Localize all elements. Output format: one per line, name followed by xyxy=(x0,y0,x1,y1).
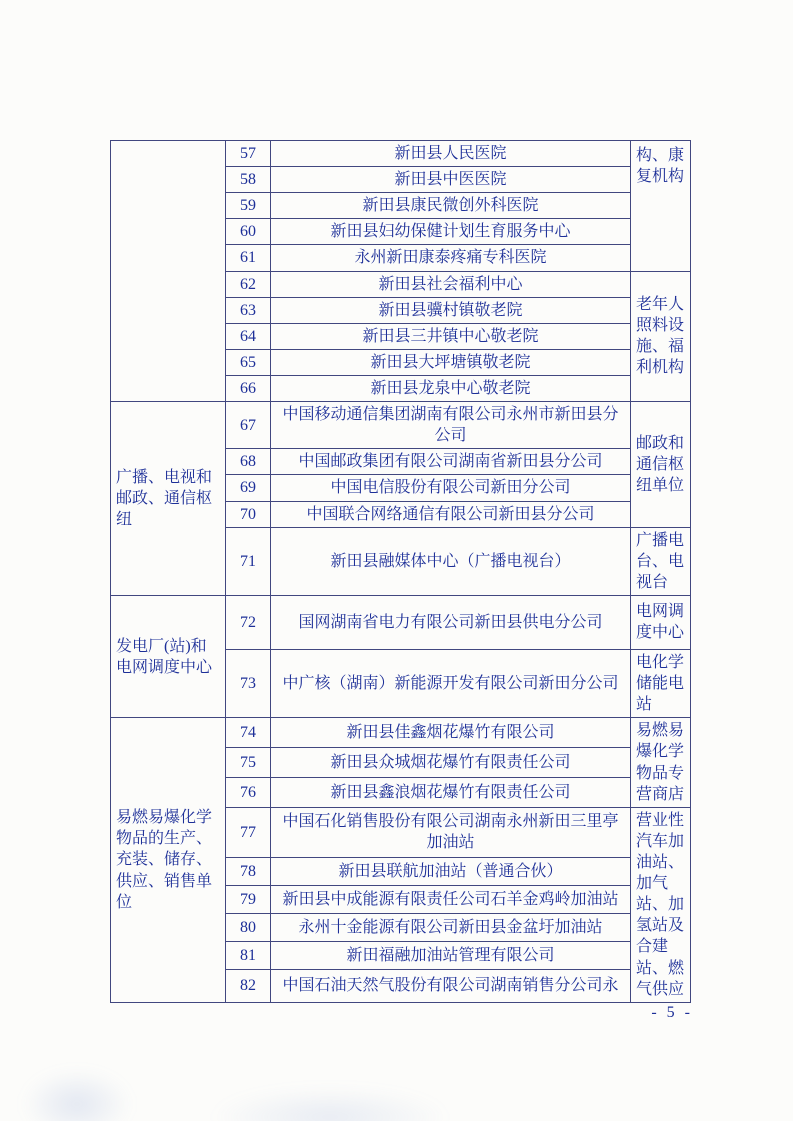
row-number-cell: 70 xyxy=(226,501,271,527)
table-row xyxy=(111,595,691,649)
org-name-cell: 新田县三井镇中心敬老院 xyxy=(271,323,631,349)
table-row xyxy=(111,141,691,167)
row-number-cell: 72 xyxy=(226,595,271,649)
org-name-cell: 新田县鑫浪烟花爆竹有限责任公司 xyxy=(271,777,631,807)
row-number-cell: 66 xyxy=(226,375,271,401)
page-number: - 5 - xyxy=(651,1004,693,1021)
row-number-cell: 64 xyxy=(226,323,271,349)
row-number-cell: 78 xyxy=(226,858,271,886)
org-name-cell: 新田县社会福利中心 xyxy=(271,271,631,297)
org-name-cell: 新田县融媒体中心（广播电视台） xyxy=(271,527,631,595)
row-number-cell: 67 xyxy=(226,402,271,449)
row-number-cell: 81 xyxy=(226,941,271,969)
org-name-cell: 新田福融加油站管理有限公司 xyxy=(271,941,631,969)
org-name-cell: 永州新田康泰疼痛专科医院 xyxy=(271,245,631,271)
org-name-cell: 国网湖南省电力有限公司新田县供电分公司 xyxy=(271,595,631,649)
row-number-cell: 63 xyxy=(226,297,271,323)
row-number-cell: 65 xyxy=(226,349,271,375)
row-number-cell: 59 xyxy=(226,193,271,219)
category-right-label: 邮政和通信枢纽单位 xyxy=(631,402,691,528)
row-number-cell: 80 xyxy=(226,913,271,941)
row-number-cell: 61 xyxy=(226,245,271,271)
org-name-cell: 新田县中成能源有限责任公司石羊金鸡岭加油站 xyxy=(271,885,631,913)
row-number-cell: 82 xyxy=(226,969,271,1002)
row-number-cell: 60 xyxy=(226,219,271,245)
org-name-cell: 新田县康民微创外科医院 xyxy=(271,193,631,219)
org-name-cell: 新田县众城烟花爆竹有限责任公司 xyxy=(271,748,631,778)
category-right-label: 老年人照料设施、福利机构 xyxy=(631,271,691,402)
org-name-cell: 新田县妇幼保健计划生育服务中心 xyxy=(271,219,631,245)
org-name-cell: 新田县大坪塘镇敬老院 xyxy=(271,349,631,375)
category-right-label: 构、康复机构 xyxy=(631,141,691,272)
org-name-cell: 新田县龙泉中心敬老院 xyxy=(271,375,631,401)
row-number-cell: 69 xyxy=(226,475,271,501)
row-number-cell: 71 xyxy=(226,527,271,595)
roster-table xyxy=(110,140,691,1003)
org-name-cell: 中国石油天然气股份有限公司湖南销售分公司永 xyxy=(271,969,631,1002)
row-number-cell: 68 xyxy=(226,449,271,475)
category-left-empty xyxy=(111,141,226,402)
org-name-cell: 新田县联航加油站（普通合伙） xyxy=(271,858,631,886)
org-name-cell: 中国联合网络通信有限公司新田县分公司 xyxy=(271,501,631,527)
category-right-label: 营业性汽车加油站、加气站、加氢站及合建站、燃气供应 xyxy=(631,807,691,1002)
row-number-cell: 75 xyxy=(226,748,271,778)
org-name-cell: 中国邮政集团有限公司湖南省新田县分公司 xyxy=(271,449,631,475)
org-name-cell: 新田县佳鑫烟花爆竹有限公司 xyxy=(271,718,631,748)
org-name-cell: 新田县中医医院 xyxy=(271,167,631,193)
table-row xyxy=(111,718,691,748)
org-name-cell: 新田县骥村镇敬老院 xyxy=(271,297,631,323)
category-left-label: 广播、电视和邮政、通信枢纽 xyxy=(111,402,226,596)
row-number-cell: 57 xyxy=(226,141,271,167)
org-name-cell: 永州十金能源有限公司新田县金盆圩加油站 xyxy=(271,913,631,941)
category-right-label: 电化学储能电站 xyxy=(631,649,691,717)
org-name-cell: 中广核（湖南）新能源开发有限公司新田分公司 xyxy=(271,649,631,717)
scan-smudge xyxy=(22,1069,132,1121)
row-number-cell: 73 xyxy=(226,649,271,717)
category-left-label: 易燃易爆化学物品的生产、充装、储存、供应、销售单位 xyxy=(111,718,226,1002)
org-name-cell: 新田县人民医院 xyxy=(271,141,631,167)
row-number-cell: 79 xyxy=(226,885,271,913)
row-number-cell: 76 xyxy=(226,777,271,807)
org-name-cell: 中国电信股份有限公司新田分公司 xyxy=(271,475,631,501)
category-left-label: 发电厂(站)和电网调度中心 xyxy=(111,595,226,717)
table-row xyxy=(111,402,691,449)
row-number-cell: 58 xyxy=(226,167,271,193)
row-number-cell: 74 xyxy=(226,718,271,748)
org-name-cell: 中国石化销售股份有限公司湖南永州新田三里亭加油站 xyxy=(271,807,631,857)
org-name-cell: 中国移动通信集团湖南有限公司永州市新田县分公司 xyxy=(271,402,631,449)
category-right-label: 广播电台、电视台 xyxy=(631,527,691,595)
category-right-label: 电网调度中心 xyxy=(631,595,691,649)
category-right-label: 易燃易爆化学物品专营商店 xyxy=(631,718,691,807)
scan-smudge xyxy=(210,1087,450,1121)
row-number-cell: 77 xyxy=(226,807,271,857)
row-number-cell: 62 xyxy=(226,271,271,297)
